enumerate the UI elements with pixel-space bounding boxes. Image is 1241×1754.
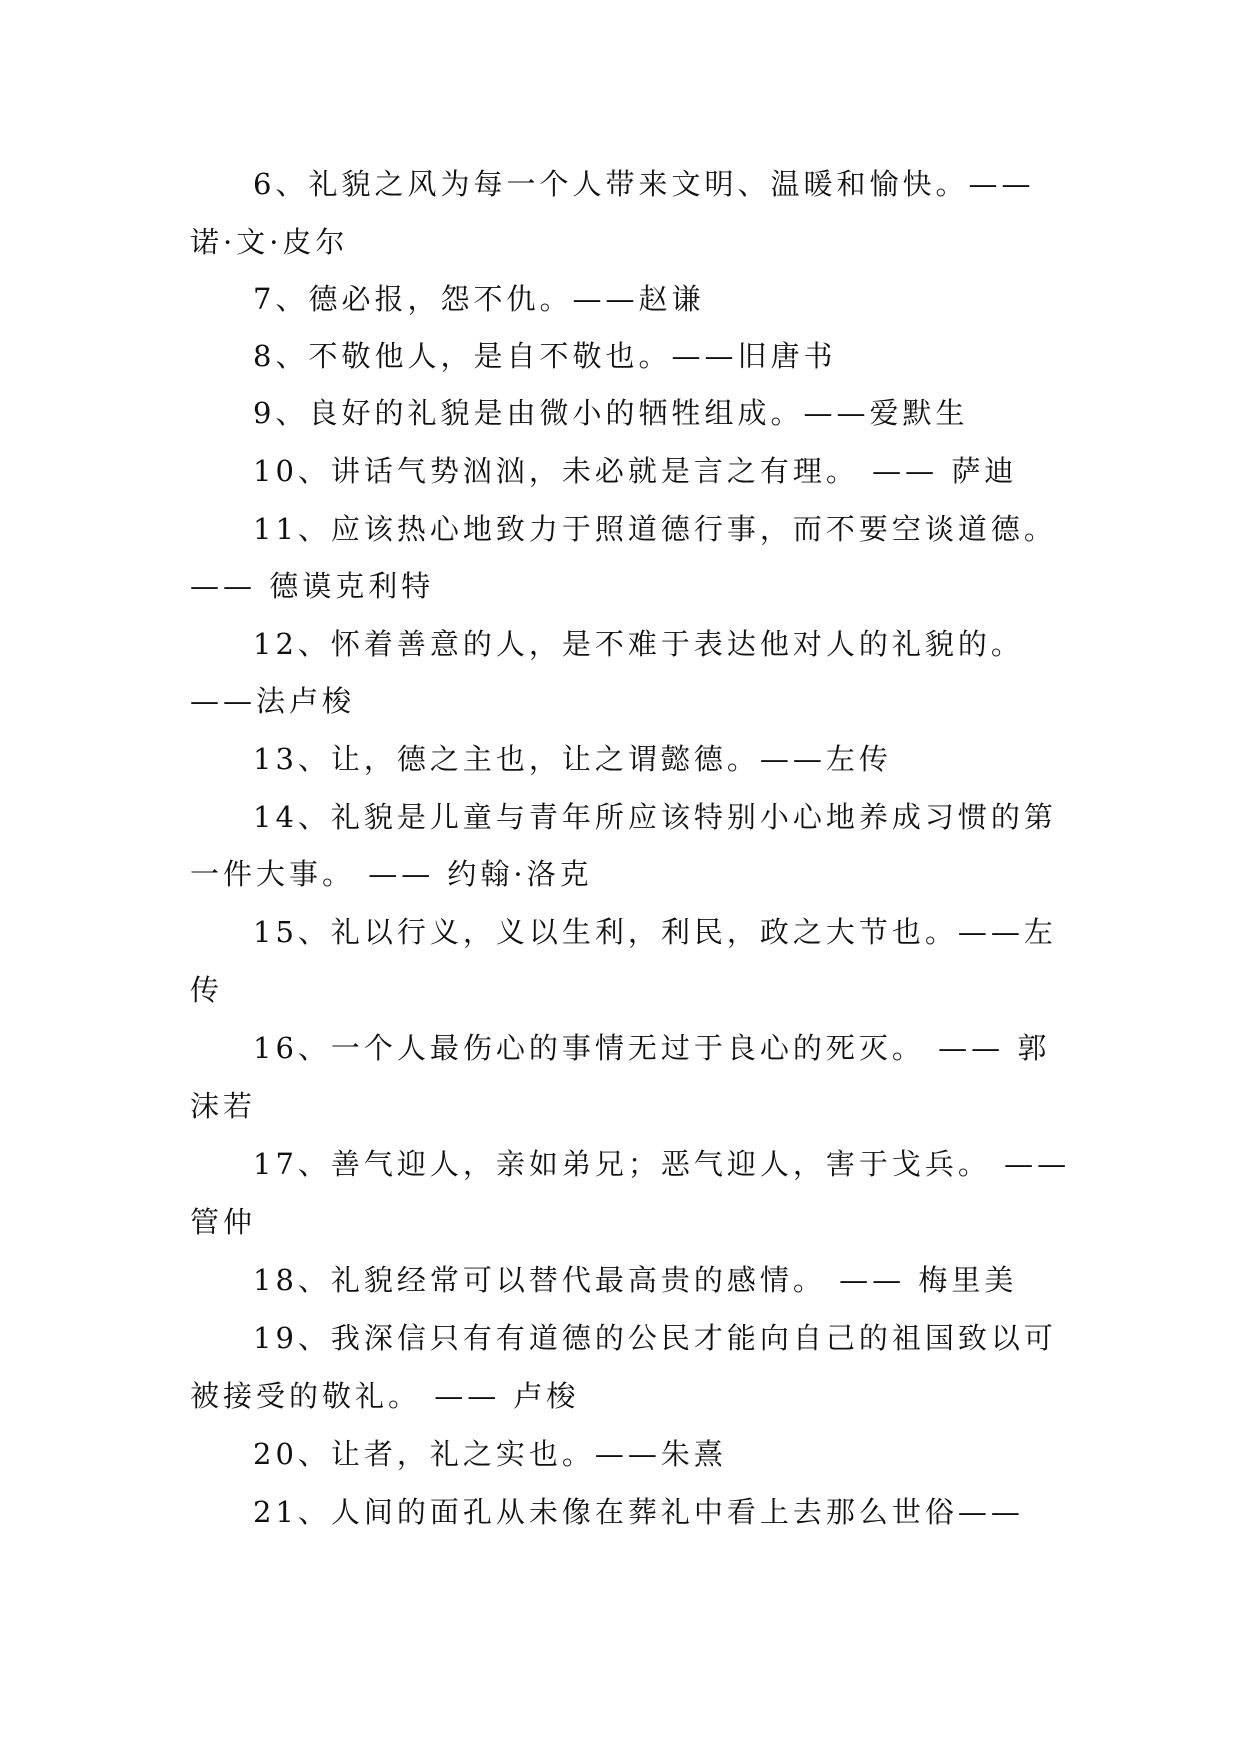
quote-line-16: 16、一个人最伤心的事情无过于良心的死灭。 —— 郭 [253,1031,1051,1065]
quote-line-12: 12、怀着善意的人，是不难于表达他对人的礼貌的。 [253,627,1024,661]
quote-line-11-attribution: —— 德谟克利特 [190,569,435,603]
quote-line-17: 17、善气迎人，亲如弟兄；恶气迎人，害于戈兵。 —— [253,1147,1071,1181]
quote-line-8: 8、不敬他人，是自不敬也。——旧唐书 [253,339,837,373]
quote-line-9: 9、良好的礼貌是由微小的牺牲组成。——爱默生 [253,396,969,430]
quote-line-18: 18、礼貌经常可以替代最高贵的感情。 —— 梅里美 [253,1263,1018,1297]
quote-line-20: 20、让者，礼之实也。——朱熹 [253,1437,727,1471]
quote-line-19-continued: 被接受的敬礼。 —— 卢梭 [190,1379,580,1413]
quote-line-6: 6、礼貌之风为每一个人带来文明、温暖和愉快。—— [253,167,1035,201]
quote-line-17-attribution: 管仲 [190,1205,257,1239]
quote-line-12-attribution: ——法卢梭 [190,684,356,718]
quote-line-14-continued: 一件大事。 —— 约翰·洛克 [190,857,593,891]
quote-line-19: 19、我深信只有有道德的公民才能向自己的祖国致以可 [253,1321,1057,1355]
quote-line-13: 13、让，德之主也，让之谓懿德。——左传 [253,742,892,776]
quote-line-14: 14、礼貌是儿童与青年所应该特别小心地养成习惯的第 [253,800,1057,834]
quote-line-21: 21、人间的面孔从未像在葬礼中看上去那么世俗—— [253,1495,1024,1529]
quote-line-15-continued: 传 [190,973,224,1007]
quote-line-7: 7、德必报，怨不仇。——赵谦 [253,282,705,316]
quote-line-10: 10、讲话气势汹汹，未必就是言之有理。 —— 萨迪 [253,454,1018,488]
quote-line-15: 15、礼以行义，义以生利，利民，政之大节也。——左 [253,915,1057,949]
quote-line-11: 11、应该热心地致力于照道德行事，而不要空谈道德。 [253,512,1057,546]
quote-line-16-continued: 沫若 [190,1089,257,1123]
quote-line-6-attribution: 诺·文·皮尔 [190,225,349,259]
